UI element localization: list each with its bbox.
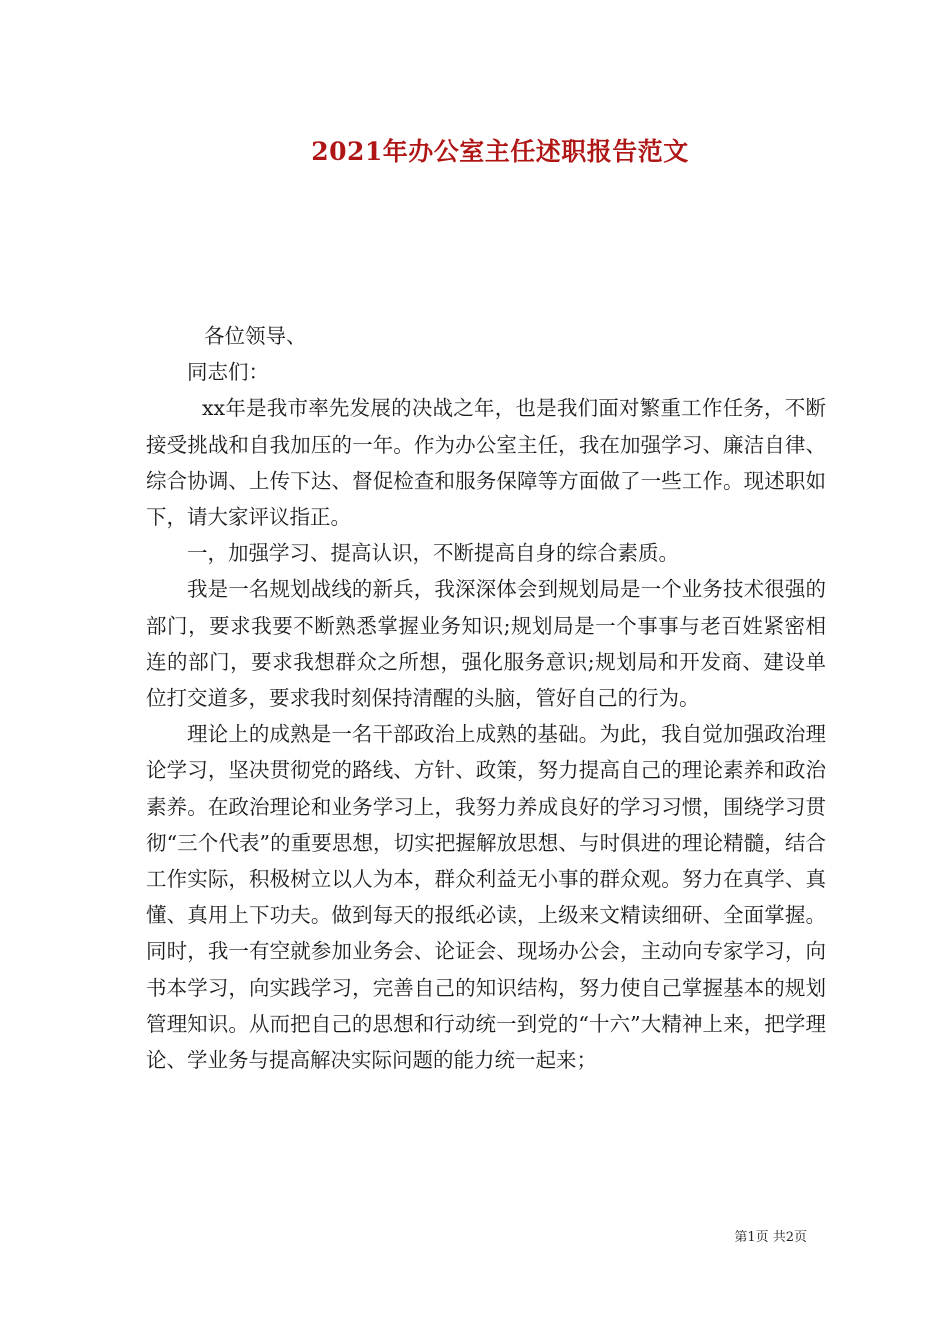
- paragraph-theory: 理论上的成熟是一名干部政治上成熟的基础。为此，我自觉加强政治理论学习，坚决贯彻党的路线、方针、政策，努力提高自己的理论素养和政治素养。在政治理论和业务学习上，我努力养成良好的学习习惯，围绕学习贯彻“三个代表”的重要思想，切实把握解放思想、与时俱进的理论精髓，结合工作实际，积极树立以人为本，群众利益无小事的群众观。努力在真学、真懂、真用上下功夫。做到每天的报纸必读，上级来文精读细研、全面掌握。同时，我一有空就参加业务会、论证会、现场办公会，主动向专家学习，向书本学习，向实践学习，完善自己的知识结构，努力使自己掌握基本的规划管理知识。从而把自己的思想和行动统一到党的“十六”大精神上来，把学理论、学业务与提高解决实际问题的能力统一起来；: [146, 722, 826, 1073]
- greeting-leaders: 各位领导、: [204, 324, 307, 348]
- document-body: [146, 318, 826, 1078]
- greeting-comrades: 同志们：: [187, 360, 269, 385]
- paragraph-new-soldier: 我是一名规划战线的新兵，我深深体会到规划局是一个业务技术很强的部门，要求我要不断熟悉掌握业务知识;规划局是一个事事与老百姓紧密相连的部门，要求我想群众之所想，强化服务意识;规划局和开发商、建设单位打交道多，要求我时刻保持清醒的头脑，管好自己的行为。: [146, 577, 826, 711]
- paragraph-intro: xx年是我市率先发展的决战之年，也是我们面对繁重工作任务，不断接受挑战和自我加压的一年。作为办公室主任，我在加强学习、廉洁自律、综合协调、上传下达、督促检查和服务保障等方面做了一些工作。现述职如下，请大家评议指正。: [146, 396, 826, 530]
- document-title: 2021年办公室主任述职报告范文: [311, 137, 689, 166]
- page-footer: 第1页 共2页: [734, 1230, 807, 1245]
- section-heading-1: 一，加强学习、提高认识，不断提高自身的综合素质。: [187, 541, 679, 566]
